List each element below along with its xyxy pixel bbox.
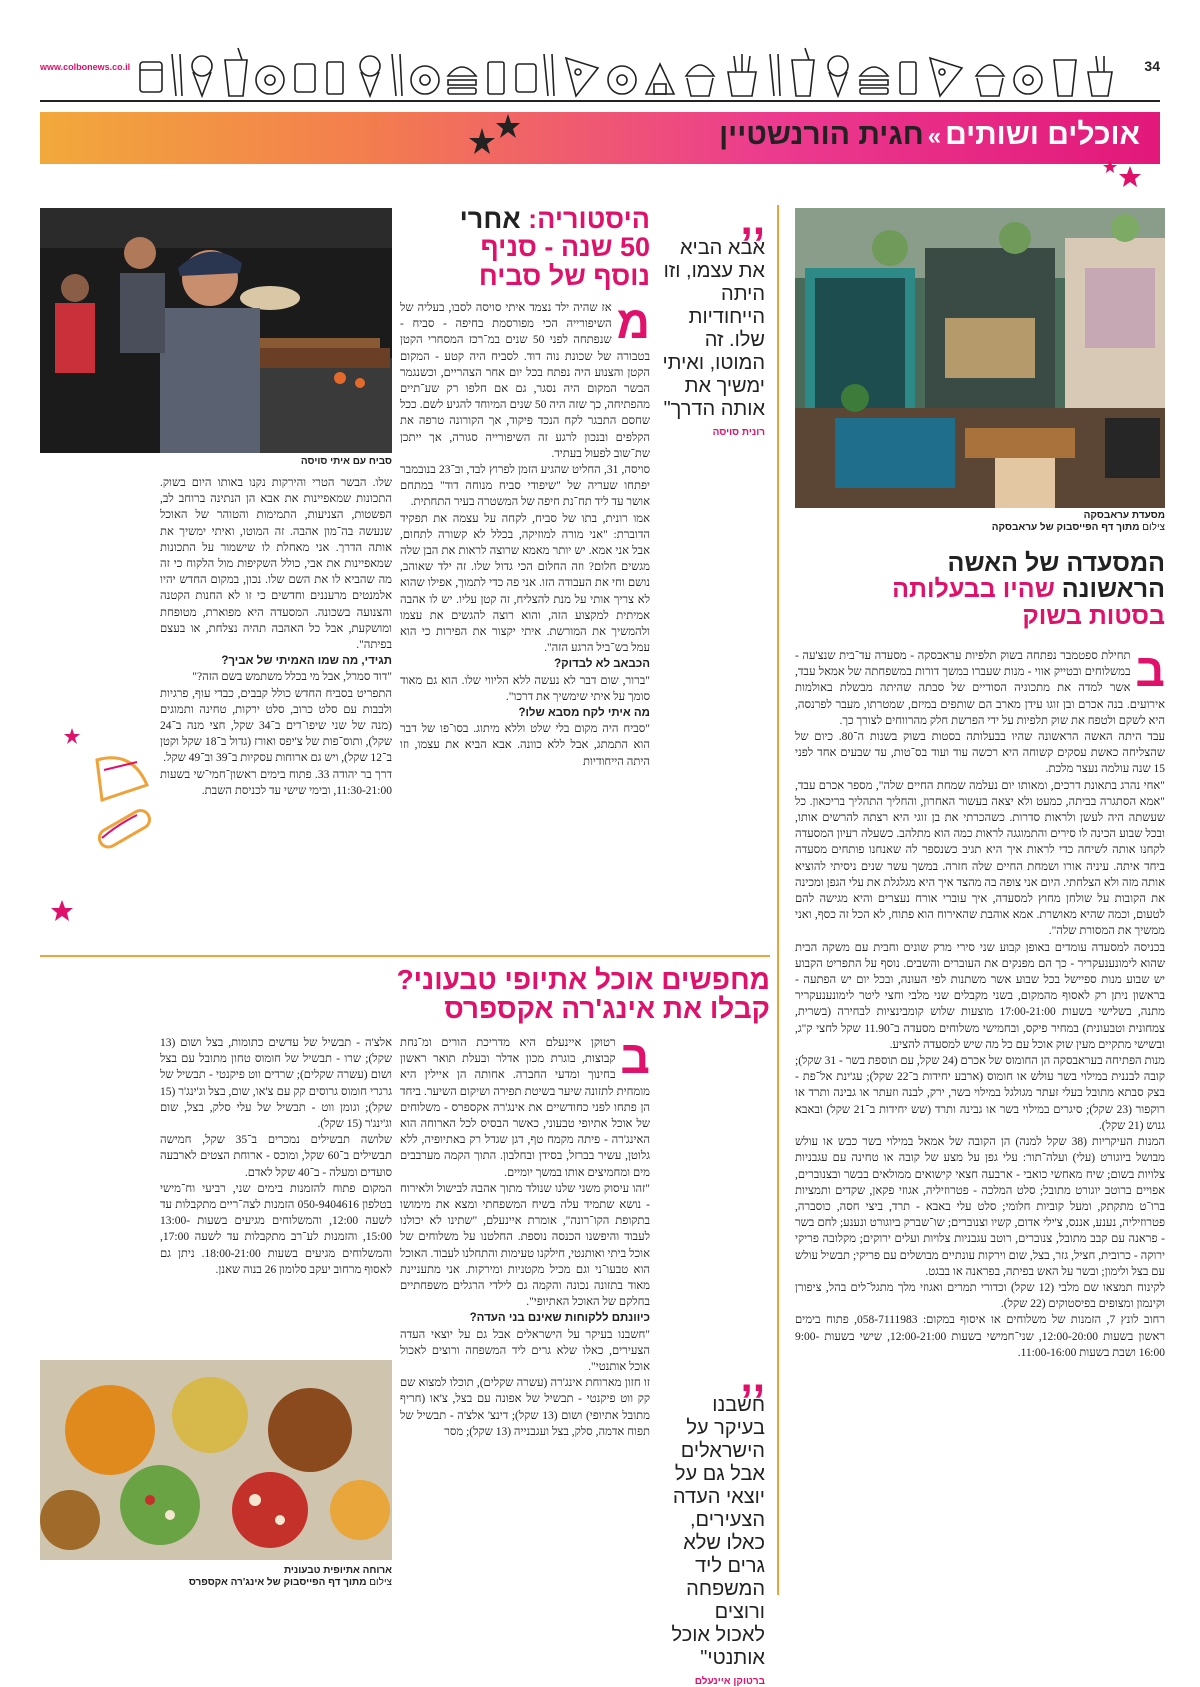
grill-chef-photo <box>40 208 392 453</box>
paragraph: שלו. הבשר הטרי והירקות נקנו באותו היום בשוק. התכונות שמאפיינות את אבא הן הנתינה ברוחב לב, הפשטות, הצניעות, התמימות והטוהר של האוכל שנעשה בה־מון אהבה. זה המוטו, ואיתי ימשיך את אותה הדרך. אני מאחלת לו שישמור על התכונות שמאפיינות את אבי, כולל השקיפות מול הלקוח כי זה מה שהביא לו את השם שלו. נכון, במקום החדש יהיו אלמנטים מרעננים וחדשים כי זו לא החנות הקטנה והצנועה בשכונה. המסעדה היא מפוארת, מטופחת ומושקעת, אבל כל האהבה תהיה נצלחת, או בעצם בפיתה". <box>160 477 392 652</box>
headline-highlight: אחרי <box>459 204 529 234</box>
headline-line: המסעדה של האשה <box>947 549 1165 577</box>
caption-title: סביח עם איתי סויסה <box>300 456 392 467</box>
ethiopian-body-col1 <box>400 1031 650 1595</box>
pull-quote-text: חשבנו בעיקר על הישראלים אבל גם על יוצאי העדה הצעירים, כאלו שלא גרים ליד המשפחה ורוצים לאכול אוכל אותנטי" <box>671 1394 765 1669</box>
chopsticks-icon <box>544 54 554 96</box>
ice-cream-icon <box>828 56 848 96</box>
interview-question: הכבאב לא לבדוק? <box>554 658 650 671</box>
dropcap: ב <box>1135 644 1165 696</box>
site-url[interactable]: www.colbonews.co.il <box>40 62 131 72</box>
araveska-headline <box>795 550 1165 629</box>
caption-title: ארוחה אתיופית טבעונית <box>283 1565 392 1576</box>
cupcake-icon <box>976 65 1004 96</box>
ice-cream-icon <box>192 56 212 96</box>
sabich-headline <box>400 205 650 290</box>
star-icon <box>51 900 73 921</box>
donut-icon <box>256 66 284 94</box>
column-divider <box>777 205 779 1595</box>
banner-title <box>719 118 1140 152</box>
star-icon <box>64 728 80 744</box>
headline-line: בסטות בשוק <box>1022 601 1165 630</box>
interview-answer: "סביח היה מקום בלי שלט וללא מיתוג. בסו־פו של דבר הוא התמתג, אבל ללא כוונה. אבא הביא את עצמו, וזו היתה הייחודיות <box>400 723 650 768</box>
sabich-body-col2 <box>160 475 392 945</box>
paragraph: "זהו עיסוק משני שלנו שנולד מתוך אהבה לבישול ולאירוח - נושא שתמיד עלה בשיח המשפחתי ומצא את מימושו בתקופת הקו־רונה", אומרת איינעלם, "שתינו לא יכולנו לעבוד והיפשנו הכנסה נוספת. החלטנו על משלוחים של אוכל ביתי ואותנטי, חילקנו טעימות והתחלנו לעבוד. האוכל הוא טבעו־ני וגם מכיל מקטניות ומירקות. אני מתעניינת מאוד בתזונה נכונה והקמה גם לילדי הרגלים משפחתיים בחלקם של האוכל האתיופי". <box>400 1182 650 1309</box>
paragraph: עבד היתה האשה הראשונה שהיו בבעלותה בסטות בשוק בשנות ה־80. כיום של שהצליחה כאשת עסקים קשוחה היא רכשה עוד ועוד בס־טות, עד שבעים אחד לפני 15 שנה עולמה נעצר מלכת. <box>795 731 1166 776</box>
araveska-photo <box>795 208 1165 508</box>
caption-credit: מתוך דף הפייסבוק של אינג'רה אקספרס <box>188 1577 367 1588</box>
headline-line: 50 שנה - סניף <box>480 232 650 263</box>
market-restaurant-photo <box>795 208 1165 508</box>
fries-icon <box>1088 56 1112 96</box>
onigiri-icon <box>646 64 674 94</box>
burger-icon <box>448 67 476 94</box>
ethiopian-body-col2 <box>160 1035 392 1350</box>
pizza-icon <box>566 58 598 96</box>
ice-cream-icon <box>360 56 380 96</box>
soda-cup-icon <box>225 48 247 96</box>
paragraph: המקום פתוח להזמנות בימים שני, רביעי וח־מישי בטלפון 050-9404616 הזמנות לצה־ריים מתקבלות עד לשעה 12:00, והמשלוחים מגיעים בשעות 13:00-15:00, והזמנות לע־רב מתקבלות עד לשעה 17:00, והמשלוחים מגיעים בשעות 18:00-21:00. ניתן גם לאסוף מרחוב יעקב סלומון 26 בנוה שאנן. <box>160 1182 393 1276</box>
paragraph: המנות העיקריות (38 שקל למנה) הן הקובה של אמאל במילוי בשר כבש או עולש מבושל ביוגורט (עלי) ועלה־תור: עלי גפן על מצע של קובה או טחינה עם עגבניות צלויות בשום; שיח מאחשי כואבי - ארבעה חצאי קישואים ממולאים בבשר ובצנוברים, אפויים ברוטב יוגורט מתובל; סלט המלכה - פטרוזיליה, אגוזי פקאן, שקדים ותמציות ברו־ט מתקתק, ומעל קוביות חלומי; סלט עלי באבא - תרד, ביצי חסה, כוסברה, פטרוזיליה, נענע, אננס, צ'ילי אדום, קשיו וצנוברים; שו־שברק ביוגורט ונענע; לחם בשר - פראנה עם קבב מתובל, צנוברים, רוטב עגבניות צלויות ועלים ירוקים; מקלובה פריקי ירוקה - כרובית, חציל, גזר, בצל, שום וירקות עונתיים מבושלים עם פריקי; תבשיל עולש עם בצל ולימון; ובשר על האש בפיתה, בפראנה או בבגט. <box>795 1136 1166 1278</box>
caption-credit: מתוך דף הפייסבוק של עראבסקה <box>991 522 1140 533</box>
paragraph: אז שהיה ילד נצמד איתי סויסה לסבו, בעליה של השיפורייה הכי מפורסמת בחיפה - סביח - שנפתחה לפני 50 שנים במ־רכז המסחרי הקטן בטבורה של שכונת נוה דוד. לסביח היה קטע - המקום הקטן והצנוע היה נפתח בכל יום אחר הצהריים, וכשנגמר הבשר המקום היה נסגר, גם אם חלפו רק שע־תיים מהפתיחה, כך שזה היה 50 שנים המיוחד להגיע לשם. ככל שחסם התבגר לקח הנכד פיקוד, אך הקורונה טרפה את הקלפים ובנכון לרגע זה השיפורייה סגורה, אך ייתכן שת־שוב לפעול בעתיד. <box>400 302 650 460</box>
interview-answer: "ברור, שום דבר לא נעשה ללא הליווי שלו. הוא גם מאוד סומך על איתי שימשיך את דרכו". <box>400 674 650 703</box>
chopsticks-icon <box>770 54 780 96</box>
ethiopian-headline <box>40 965 770 1024</box>
burger-icon <box>860 67 888 94</box>
interview-answer: "דוד סמרל, אבל מי בכלל משתמש בשם הזה?" <box>192 671 392 684</box>
sabich-pull-quote <box>660 195 765 438</box>
chopsticks-icon <box>172 54 182 96</box>
headline-line <box>795 576 1165 602</box>
paragraph: רטוקן איינעלם היא מדריכת הורים ומ־נחת קבוצות, בוגרת מכון אדלר ובעלת תואר ראשון בחינוך ומדעי החברה. אחותה הן איילין היא מומחית לתזונה שיער בשיטת תפירה ושיקום השיער. ביחד הן פתחו לפני כחודשיים את אינג'רה אקספרס - משלוחים של אוכל אתיופי טבעוני, כאשר הבסיס לכל הארוחה הוא האינג'רה - פיתה מקמח טף, דגן שגדל רק באתיופיה, ללא גלוטן, עשיר בברזל, בסידן ובחלבון. התוך הקמה מערבבים מים ומחמיצים אותו במשך יומיים. <box>400 1037 650 1179</box>
donut-icon <box>1014 66 1042 94</box>
dropcap: מ <box>616 296 650 348</box>
caption-title: מסעדת עראבסקה <box>1083 510 1165 521</box>
araveska-body <box>795 644 1166 1593</box>
food-icons-strip <box>130 44 1120 100</box>
ethiopian-meal-photo <box>40 1360 392 1560</box>
taco-icon <box>97 758 147 800</box>
pizza-icon <box>930 58 962 96</box>
ethiopian-photo <box>40 1360 392 1560</box>
section-banner <box>40 112 1160 164</box>
headline-highlight: היסטוריה: <box>528 204 650 234</box>
paragraph: שלושה תבשילים נמכרים ב־35 שקל, חמישה תבשילים ב־60 שקל, ומוכס - ארוחת הצטים לארבעה סועדים ומעלה - ב־40 שקל לאדם. <box>160 1134 392 1179</box>
hotdog-icon <box>96 807 153 850</box>
araveska-photo-caption <box>795 510 1165 534</box>
donut-icon <box>411 66 439 94</box>
sabich-photo-caption <box>40 456 392 468</box>
paragraph: התפריט בסביח החדש כולל קבבים, כבדי עוף, פרגיות ולבבות עם סלט כרוב, סלט ירקות, טחינה ותמוגים (מנה של שני שיפו־דים ב־34 שקל, חצי מנה ב־24 שקל), ותוס־פות של צ'יפס ואורז (גדול ב־18 שקל וקטן ב־12 שקל), ויש גם ארוחות עסקיות ב־39 וב־49 שקל. <box>160 687 392 765</box>
paragraph: רחוב לונץ 7, הזמנות של משלוחים או איסוף במקום: 058-7111983, פתוח בימים ראשון בשעות 12:00-20:00, שני־חמישי בשעות 12:00-21:00, שישי בשעות 9:00-16:00 ושבת בשעות 11:00-16:00. <box>795 1314 1166 1359</box>
page-header <box>40 40 1160 102</box>
soda-can-icon <box>900 62 916 94</box>
headline-line <box>400 205 650 233</box>
headline-line: נוסף של סביח <box>478 260 650 291</box>
ethiopian-pull-quote <box>660 1352 765 1687</box>
headline-highlight-pink: שהיו בבעלותה <box>892 575 1062 604</box>
headline-line: קבלו את אינג'רה אקספרס <box>444 993 770 1025</box>
paragraph: סויסה, 31, החליט שהגיע הזמן לפרוץ לבד, וב־23 בנובמבר יפתחו שעריה של "שיפודי סביח מנוחה דוד" במתחם אושר עד ליד תח־נת חיפה של המשטרה בעיר התחתית. <box>400 464 651 509</box>
interview-question: תגידי, מה שמו האמיתי של אביך? <box>221 655 392 668</box>
dropcap: ב <box>620 1031 650 1083</box>
paragraph: זו חזון מארוחת אינג'רה (עשרה שקלים), תוכלו למצוא שם קק ווט פיקנטי - תבשיל של אפונה עם בצל, צ'או (חריף מתובל אתיופי) ושום (13 שקל); דינצ' אלצ'ה - תבשיל של תפוח אדמה, סלק, בצל ועגבנייה (13 שקל); מסר <box>400 1377 650 1438</box>
paragraph: אלצ'ה - תבשיל של עדשים כתומות, בצל ושום (13 שקל); שרו - תבשיל של חומוס טחון מתובל עם בצל ושום (עשרה שקלים); שרדים ווט פיקנטי - תבשיל של גרגרי חומוס גרוסים קק עם צ'או, שום, בצל וג'ינג'ר (15 שקל); וגומן ווט - תבשיל של עלי סלק, בצל, שום וג'ינג'ר (15 שקל). <box>160 1037 392 1131</box>
quote-mark-icon: ,, <box>740 195 765 244</box>
interview-question: כיוונתם ללקוחות שאינם בני העדה? <box>469 1312 650 1325</box>
star-icon <box>462 112 532 162</box>
donut-icon <box>608 66 636 94</box>
section-name: אוכלים ושותים <box>945 118 1140 151</box>
paragraph: תחילת ספטמבר נפתחה בשוק תלפיות עראבסקה - מסעדה עד־בית שנצ'עה - במשלוחים ובטייק אווי - מנות שעברו במשך דורות במשפחתה של אמאל עבד, אשר למדה את מתכוניה הסודיים של סבתה שהיתה מבשלת באולמות אירועים. בנה אכרם ובן זוגו עידן מארב הם שותפים במיזם, שמטרתו, מעבר לפרנסה, היא לשקם ולטפח את שוק תלפיות על ידי הפרשת חלק מהרווחים לצורך כך. <box>795 650 1165 727</box>
ethiopian-photo-caption <box>40 1565 392 1589</box>
fries-icon <box>728 54 756 96</box>
soda-cup-icon <box>1054 60 1076 96</box>
caption-credit-label: צילום <box>1142 522 1165 533</box>
section-separator: » <box>927 123 942 150</box>
pull-quote-text: אבא הביא את עצמו, וזו היתה הייחודיות שלו. זה המוטו, ואיתי ימשיך את אותה הדרך" <box>662 237 765 420</box>
headline-highlight: הראשונה <box>1061 575 1165 604</box>
paragraph: אמו רונית, בתו של סביח, לקחה על עצמה את תפקיד הדוברת: "אני מורה למוזיקה, בכלל לא קשורה לתחום, אבל אני אמא. יש יותר מאמא שרוצה לראות את הבן שלה מגשים חלום? וזה החלום הכי גדול שלו. זה ילד שאוהב, נושם וחי את העבודה הזו. אני פה כדי לתמוך, אפילו שהוא לא צריך אותי על מנת להצליח, זה קטן עליו. יש לו אהבה אמיתית למקצוע הזה, והוא רוצה להגשים את עצמו ולהמשיך את המורשת. איתי יקצור את הפירות כי הוא עמל בש־ביל הרגע הזה". <box>400 512 650 655</box>
paragraph: "אחי נהרג בתאונת דרכים, ומאותו יום נעלמה שמחת החיים שלה", מספר אכרם עבד, "אמא הסתגרה בביתה, כמעט ולא יצאה בעשור האחרון, והחליך התהליך בריכאון. כל שעשתה היה לעשן ולראות סדרות. כשהכרתי את בן זוגי היא רצתה להרשים אותו, ובכל שבוע הכינה לו סירים והתמוגגה לראות כמה הוא מתלהב. כשעלה רעיון המסעדה לקחנו אותה לשיחה כדי לראות איך היא תגיב כשנספר לה שאנחנו פותחים מסעדה ביחד איתה. עיניה אורו ושמחת החיים שלה חזרה. במשך עשר שנים ניסיתי להוציא אותה מזה ולא הצלחתי. היום אני צופה בה מהצד איך היא מגלגלת את עלי הגפן ומכינה את הקובות על שולחן מחוץ למסעדה, איך עוברי אורח נעצרים והיא מגישה להם לטעום, וכמה שהיא מאושרת. אמא אוהבת שהאירוח הוא פתוח, לא הכל זה כסף, ואני ממשיך את המסורת שלה". <box>795 779 1165 938</box>
sushi-icon <box>140 62 162 92</box>
soda-can-icon <box>488 62 504 94</box>
soda-can-icon <box>327 62 343 94</box>
sushi-icon <box>295 64 315 92</box>
section-author: חגית הורנשטיין <box>719 118 924 151</box>
pull-quote-author: ברטוקן איינעלם <box>694 1676 765 1687</box>
headline-line: מחפשים אוכל אתיופי טבעוני? <box>396 964 770 995</box>
caption-credit-label: צילום <box>369 1577 392 1588</box>
section-divider <box>40 955 770 957</box>
sabich-photo <box>40 208 392 453</box>
chopsticks-icon <box>392 54 402 96</box>
paragraph: דרך בר יהודה 33. פתוח בימים ראשון־חמי־שי בשעות 11:30-21:00, ובימי שישי עד לכניסת השבת. <box>160 768 392 797</box>
decor-icons <box>42 720 152 950</box>
cupcake-icon <box>686 65 714 96</box>
quote-mark-icon: ,, <box>740 1352 765 1401</box>
paragraph: מנות הפתיחה בעראבסקה הן החומוס של אכרם (24 שקל, עם תוספת בשר - 31 שקל); קובה לבננית במילוי בשר עולש או חומוס (ארבע יחידות ב־22 שקל); עג'ינת אל־פת - בצק סבתא מתובל בעלי זעתר מגולגל במילוי בשר, ירק, לבנה וזעתר או גבינה ותרד או רוקפור (23 שקל); סיגרים במילוי בשר או גבינה ותרד (שש יחידות ב־21 שקל) ובאבא גנוש (21 שקל). <box>795 1055 1166 1132</box>
interview-answer: "חשבנו בעיקר על הישראלים אבל גם על יוצאי העדה הצעירים, כאלו שלא גרים ליד המשפחה ורוצים לאכול אוכל אותנטי". <box>400 1328 650 1374</box>
sabich-body-col1 <box>400 296 651 945</box>
paragraph: בכניסה למסעדה עומדים באופן קבוע שני סירי מרק שונים וחבית עם משקה הבית שהוא לימונענעקריר - כך הם מפנקים את העוברים והשבים. נוסף על התפריט הקבוע יש שבוע מנות ספיישל בכל שבוע אשר משתנות לפי העונה, ובכל יום יש הפתעה - בראשון ניתן רק לאסוף מהמקום, בשני מקבלים שני מלבי וחצי ליטר לימונענעקריר מתנה, בשלישי בשעות 17:00-21:00 מוצעות שלוש קומבינציות לבחירה (בשרית, צמחונית וטבעונית) במחיר פיקס, ובחמישי משלוחים מסעדה ב־11.90 שקל לחצי ק"ג, ובשישי מתקיים מעין שוק אוכל עם כל מה שיש למסעדה להציע. <box>795 941 1166 1051</box>
sushi-icon <box>516 64 536 92</box>
interview-question: מה איתי לקח מסבא שלו? <box>518 707 650 720</box>
page-number: 34 <box>1144 58 1160 74</box>
soda-cup-icon <box>792 48 814 96</box>
pull-quote-author: רונית סויסה <box>712 427 765 438</box>
star-icon <box>1080 160 1150 200</box>
paragraph: לקינוח תמצאו שם מלבי (12 שקל) וכדורי תמרים ואגוזי מלך מתגל־לים בהל, ציפורן וקינמון ומצופים בפיסטוקים (22 שקל). <box>795 1281 1165 1311</box>
